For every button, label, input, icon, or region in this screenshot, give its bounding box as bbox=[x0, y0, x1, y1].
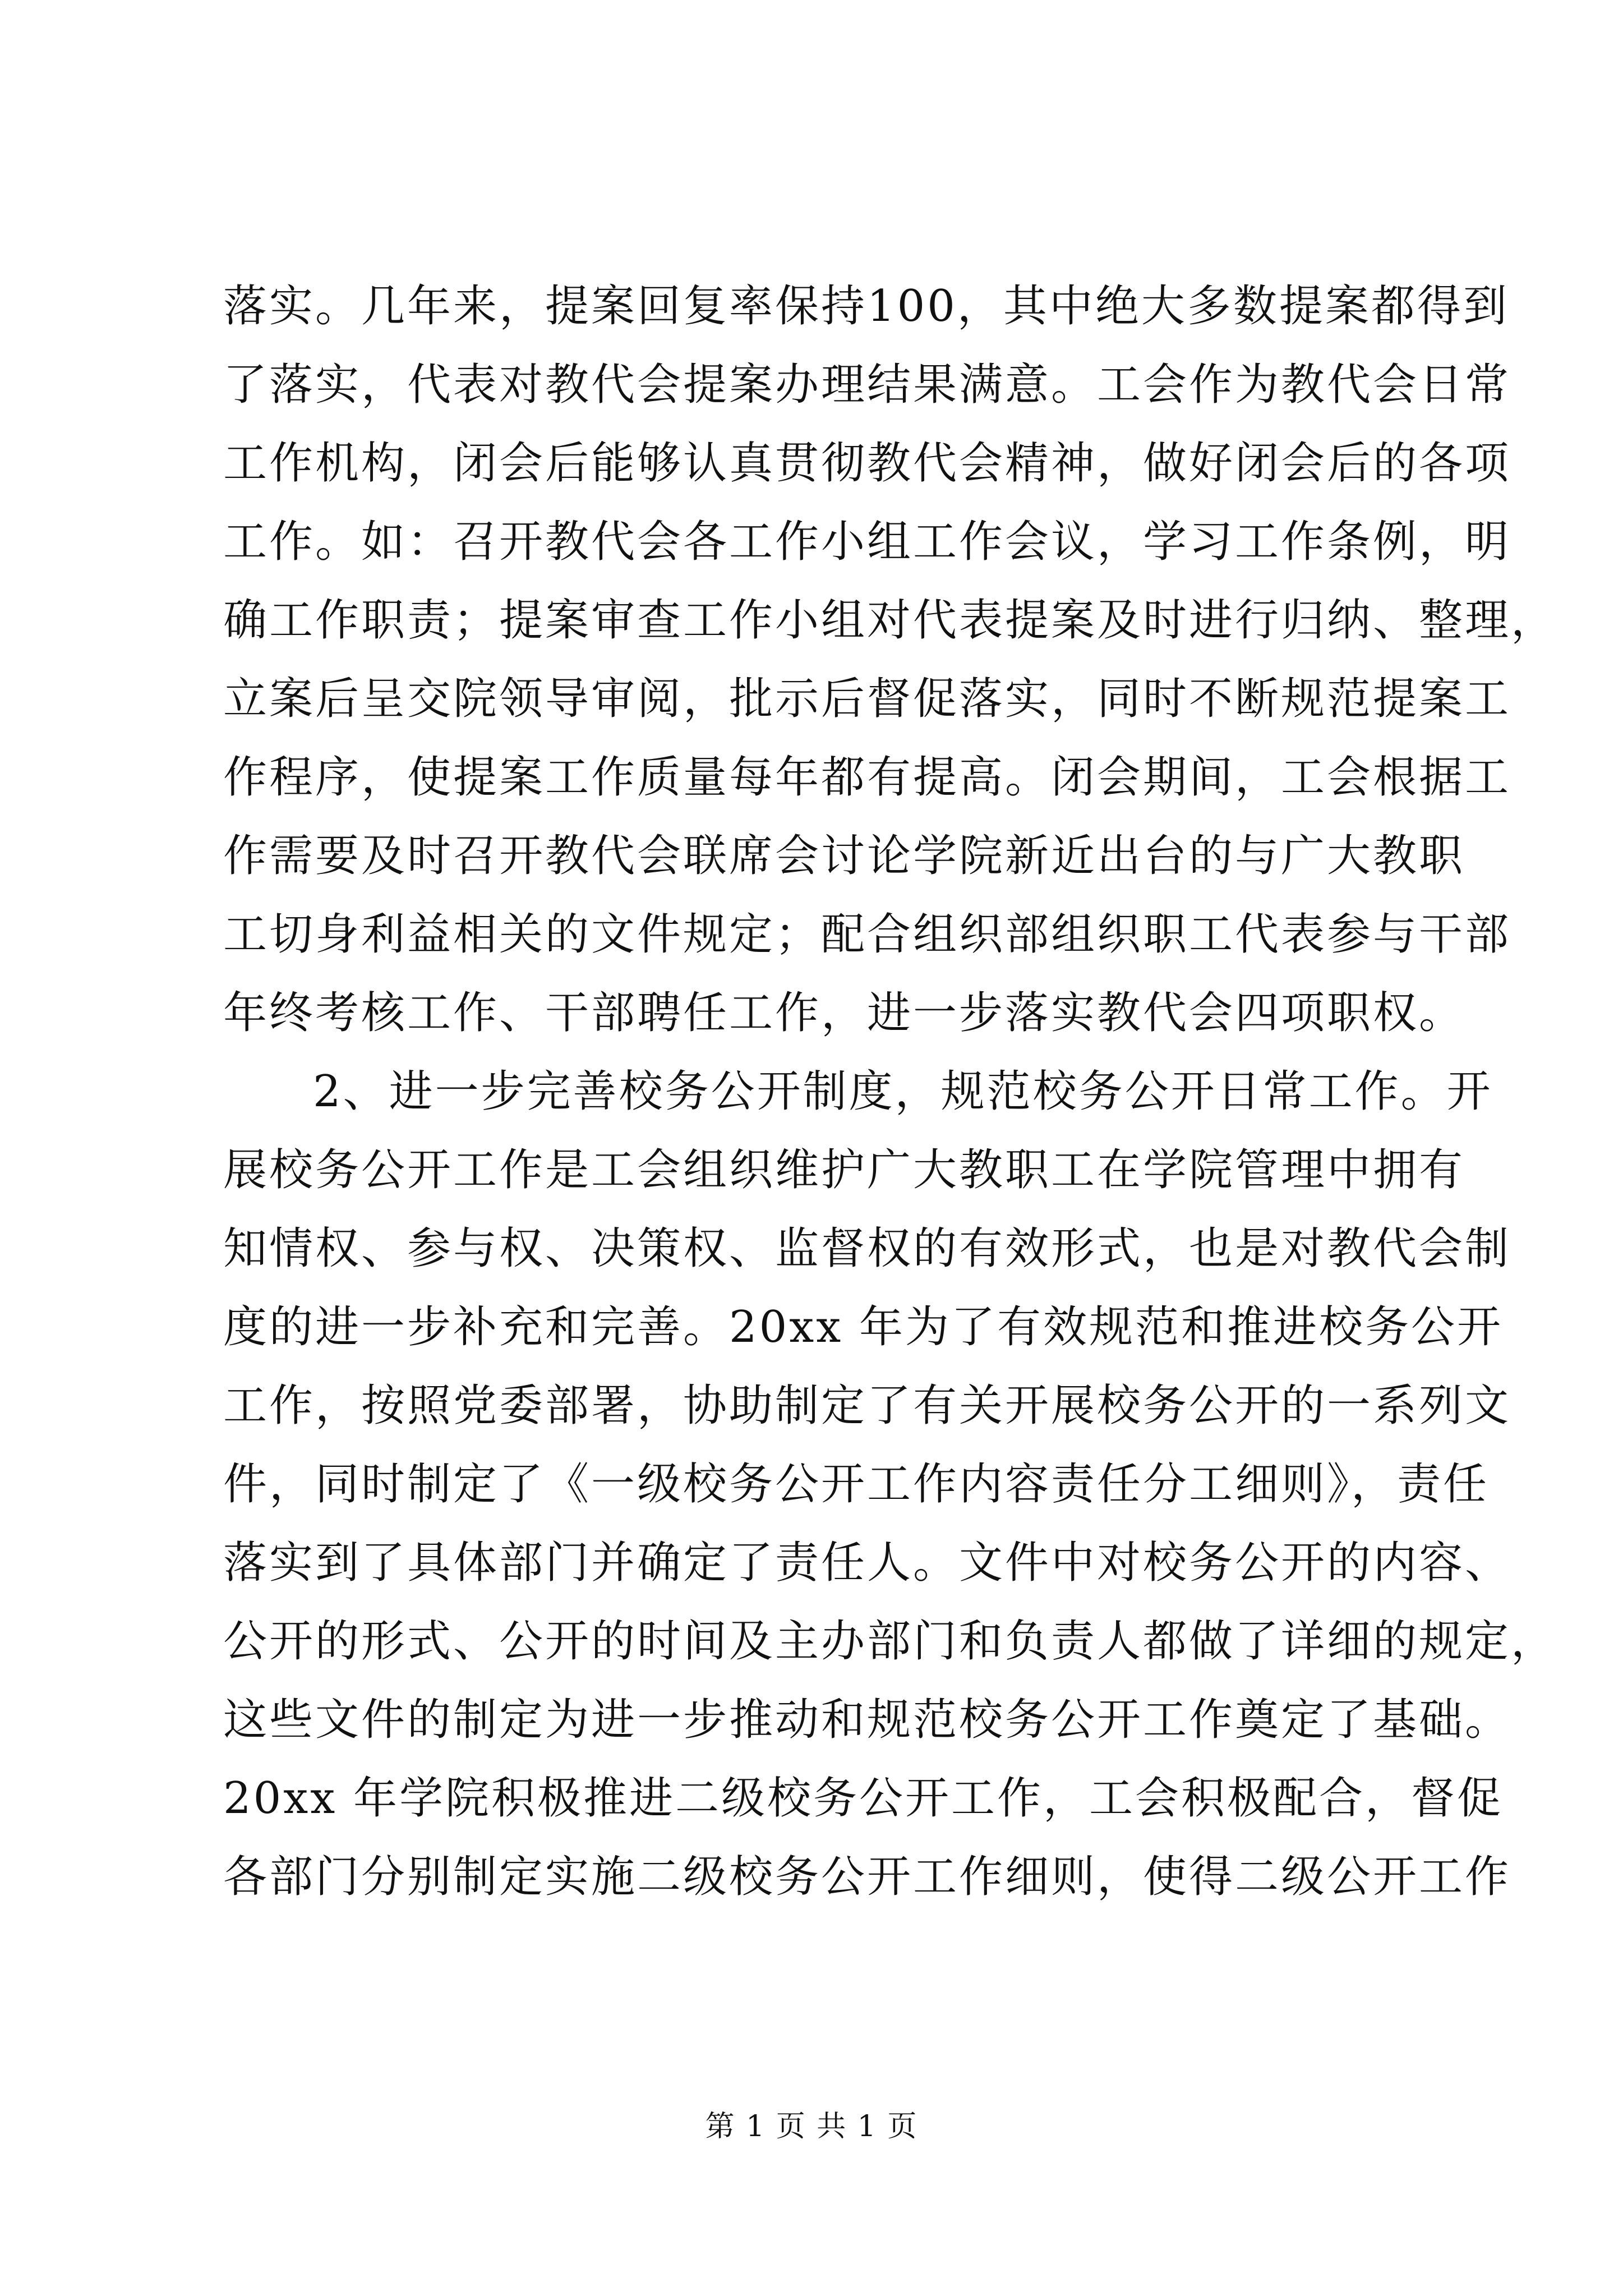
text-line: 工作。如：召开教代会各工作小组工作会议，学习工作条例，明 bbox=[223, 517, 1511, 567]
document-body bbox=[223, 267, 1557, 1916]
page-footer bbox=[0, 2107, 1623, 2146]
text-line: 立案后呈交院领导审阅，批示后督促落实，同时不断规范提案工 bbox=[223, 674, 1511, 724]
text-line: 年终考核工作、干部聘任工作，进一步落实教代会四项职权。 bbox=[223, 988, 1465, 1038]
text-line: 确工作职责；提案审查工作小组对代表提案及时进行归纳、整理， bbox=[223, 595, 1557, 646]
text-line: 了落实，代表对教代会提案办理结果满意。工会作为教代会日常 bbox=[223, 360, 1511, 410]
text-line: 知情权、参与权、决策权、监督权的有效形式，也是对教代会制 bbox=[223, 1223, 1511, 1274]
text-line: 工切身利益相关的文件规定；配合组织部组织职工代表参与干部 bbox=[223, 909, 1511, 960]
text-line: 度的进一步补充和完善。20xx 年为了有效规范和推进校务公开 bbox=[223, 1302, 1504, 1352]
text-line: 落实到了具体部门并确定了责任人。文件中对校务公开的内容、 bbox=[223, 1538, 1511, 1588]
text-line: 各部门分别制定实施二级校务公开工作细则，使得二级公开工作 bbox=[223, 1852, 1511, 1902]
text-line: 工作机构，闭会后能够认真贯彻教代会精神，做好闭会后的各项 bbox=[223, 438, 1511, 489]
text-line: 作程序，使提案工作质量每年都有提高。闭会期间，工会根据工 bbox=[223, 752, 1511, 803]
text-line: 20xx 年学院积极推进二级校务公开工作，工会积极配合，督促 bbox=[223, 1773, 1504, 1824]
paragraph-2 bbox=[223, 1052, 1557, 1916]
text-line: 公开的形式、公开的时间及主办部门和负责人都做了详细的规定， bbox=[223, 1616, 1557, 1667]
text-line: 这些文件的制定为进一步推动和规范校务公开工作奠定了基础。 bbox=[223, 1695, 1511, 1745]
text-line: 2、进一步完善校务公开制度，规范校务公开日常工作。开 bbox=[313, 1066, 1493, 1117]
text-line: 落实。几年来，提案回复率保持100，其中绝大多数提案都得到 bbox=[223, 281, 1509, 332]
text-line: 作需要及时召开教代会联席会讨论学院新近出台的与广大教职 bbox=[223, 831, 1465, 881]
text-line: 件，同时制定了《一级校务公开工作内容责任分工细则》，责任 bbox=[223, 1459, 1490, 1510]
paragraph-1 bbox=[223, 267, 1557, 1052]
text-line: 展校务公开工作是工会组织维护广大教职工在学院管理中拥有 bbox=[223, 1145, 1465, 1195]
page-number: 第 1 页 共 1 页 bbox=[705, 2110, 918, 2143]
text-line: 工作，按照党委部署，协助制定了有关开展校务公开的一系列文 bbox=[223, 1381, 1511, 1431]
